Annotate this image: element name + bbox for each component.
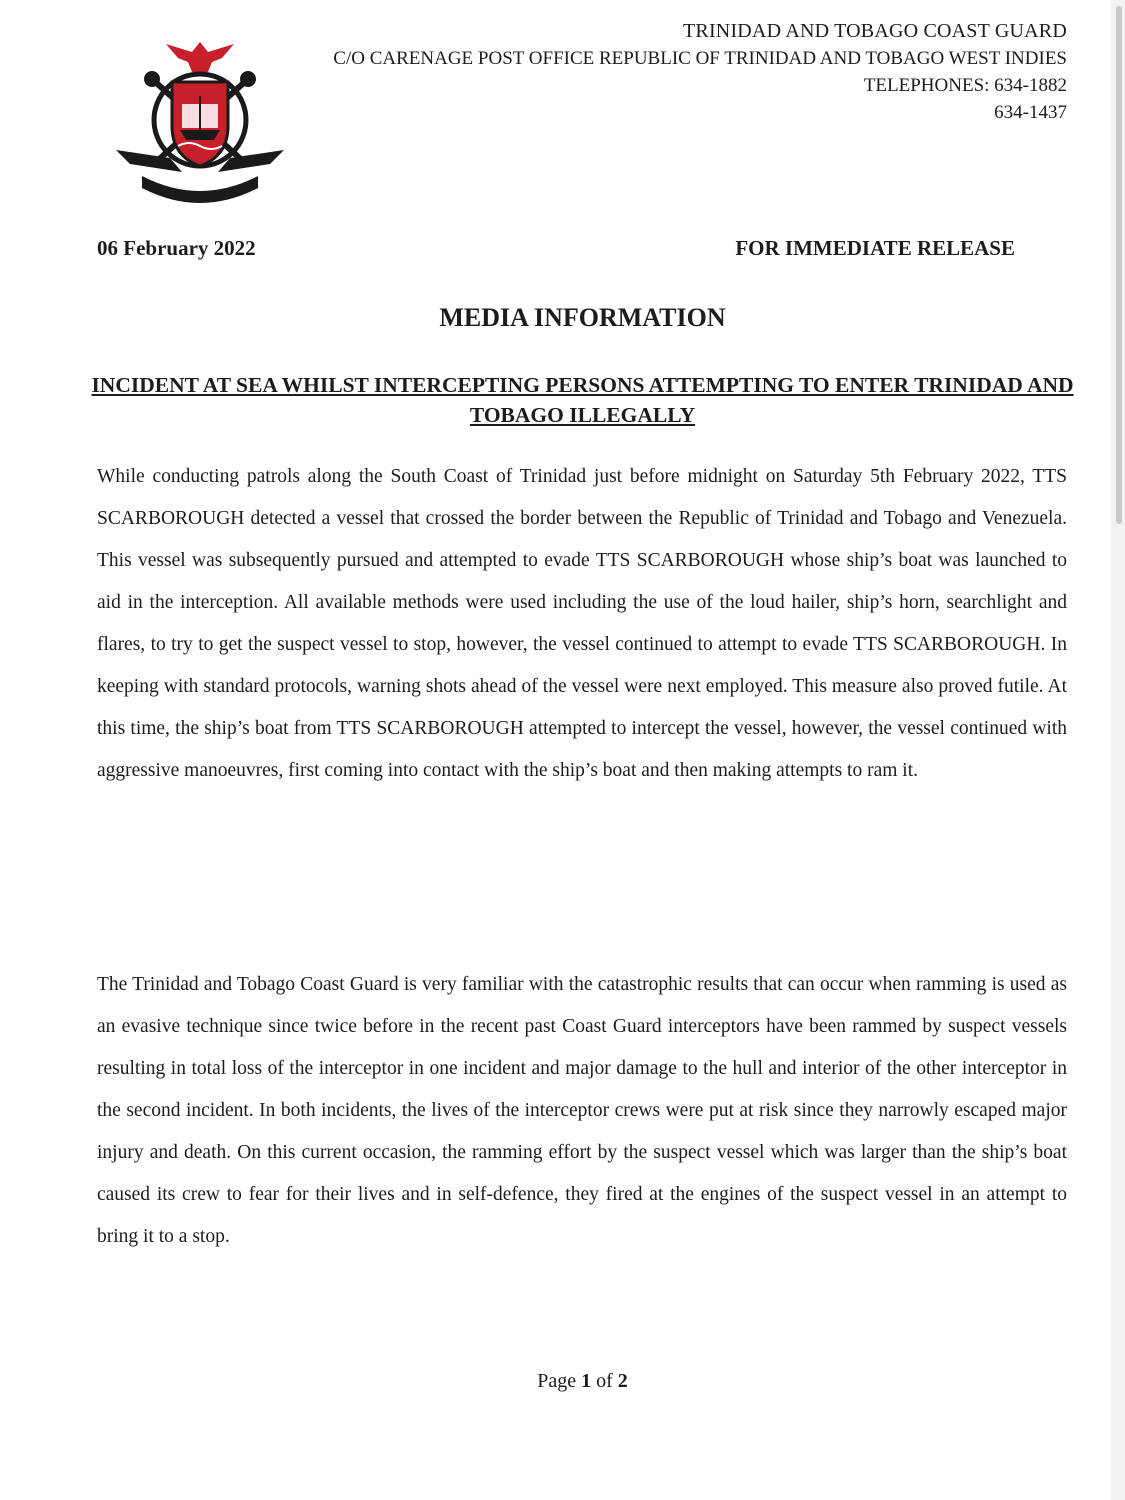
organization-name: TRINIDAD AND TOBAGO COAST GUARD (682, 20, 1067, 42)
release-date: 06 February 2022 (97, 236, 256, 260)
coast-guard-crest-icon (112, 34, 288, 204)
of-word: of (596, 1370, 613, 1392)
scrollbar-thumb[interactable] (1116, 6, 1122, 524)
document-title: MEDIA INFORMATION (439, 303, 726, 332)
letterhead (333, 18, 1067, 126)
telephone-number-1: 634-1882 (994, 75, 1067, 96)
page-word: Page (537, 1370, 577, 1392)
page-footer (0, 1370, 1125, 1393)
total-pages: 2 (617, 1370, 628, 1392)
postal-address-text: C/O CARENAGE POST OFFICE REPUBLIC OF TRINIDAD AND TOBAGO WEST INDIES (333, 48, 1067, 69)
scrollbar-track[interactable] (1111, 0, 1125, 1500)
postal-address (333, 45, 1067, 72)
release-type: FOR IMMEDIATE RELEASE (735, 236, 1015, 260)
telephone-number-2: 634-1437 (994, 102, 1067, 123)
headline: INCIDENT AT SEA WHILST INTERCEPTING PERSONS ATTEMPTING TO ENTER TRINIDAD AND TOBAGO ILLEGALLY (91, 373, 1074, 427)
current-page: 1 (581, 1370, 592, 1392)
telephone-line (333, 72, 1067, 99)
body-paragraph-2: The Trinidad and Tobago Coast Guard is very familiar with the catastrophic results that can occur when ramming is used as an evasive technique since twice before in the recent past Coast Guard interceptors have been rammed by suspect vessels resulting in total loss of the interceptor in one incident and major damage to the hull and interior of the other interceptor in the second incident. In both incidents, the lives of the interceptor crews were put at risk since they narrowly escaped major injury and death. On this current occasion, the ramming effort by the suspect vessel which was larger than the ship’s boat caused its crew to fear for their lives and in self-defence, they fired at the engines of the suspect vessel in an attempt to bring it to a stop. (97, 974, 1067, 1247)
body-paragraph-1: While conducting patrols along the South Coast of Trinidad just before midnight on Saturday 5th February 2022, TTS SCARBOROUGH detected a vessel that crossed the border between the Republic of Trinidad and Tobago and Venezuela. This vessel was subsequently pursued and attempted to evade TTS SCARBOROUGH whose ship’s boat was launched to aid in the interception. All available methods were used including the use of the loud hailer, ship’s horn, searchlight and flares, to try to get the suspect vessel to stop, however, the vessel continued to attempt to evade TTS SCARBOROUGH. In keeping with standard protocols, warning shots ahead of the vessel were next employed. This measure also proved futile. At this time, the ship’s boat from TTS SCARBOROUGH attempted to intercept the vessel, however, the vessel continued with aggressive manoeuvres, first coming into contact with the ship’s boat and then making attempts to ram it. (97, 466, 1067, 781)
telephone-label: TELEPHONES: (863, 75, 990, 96)
